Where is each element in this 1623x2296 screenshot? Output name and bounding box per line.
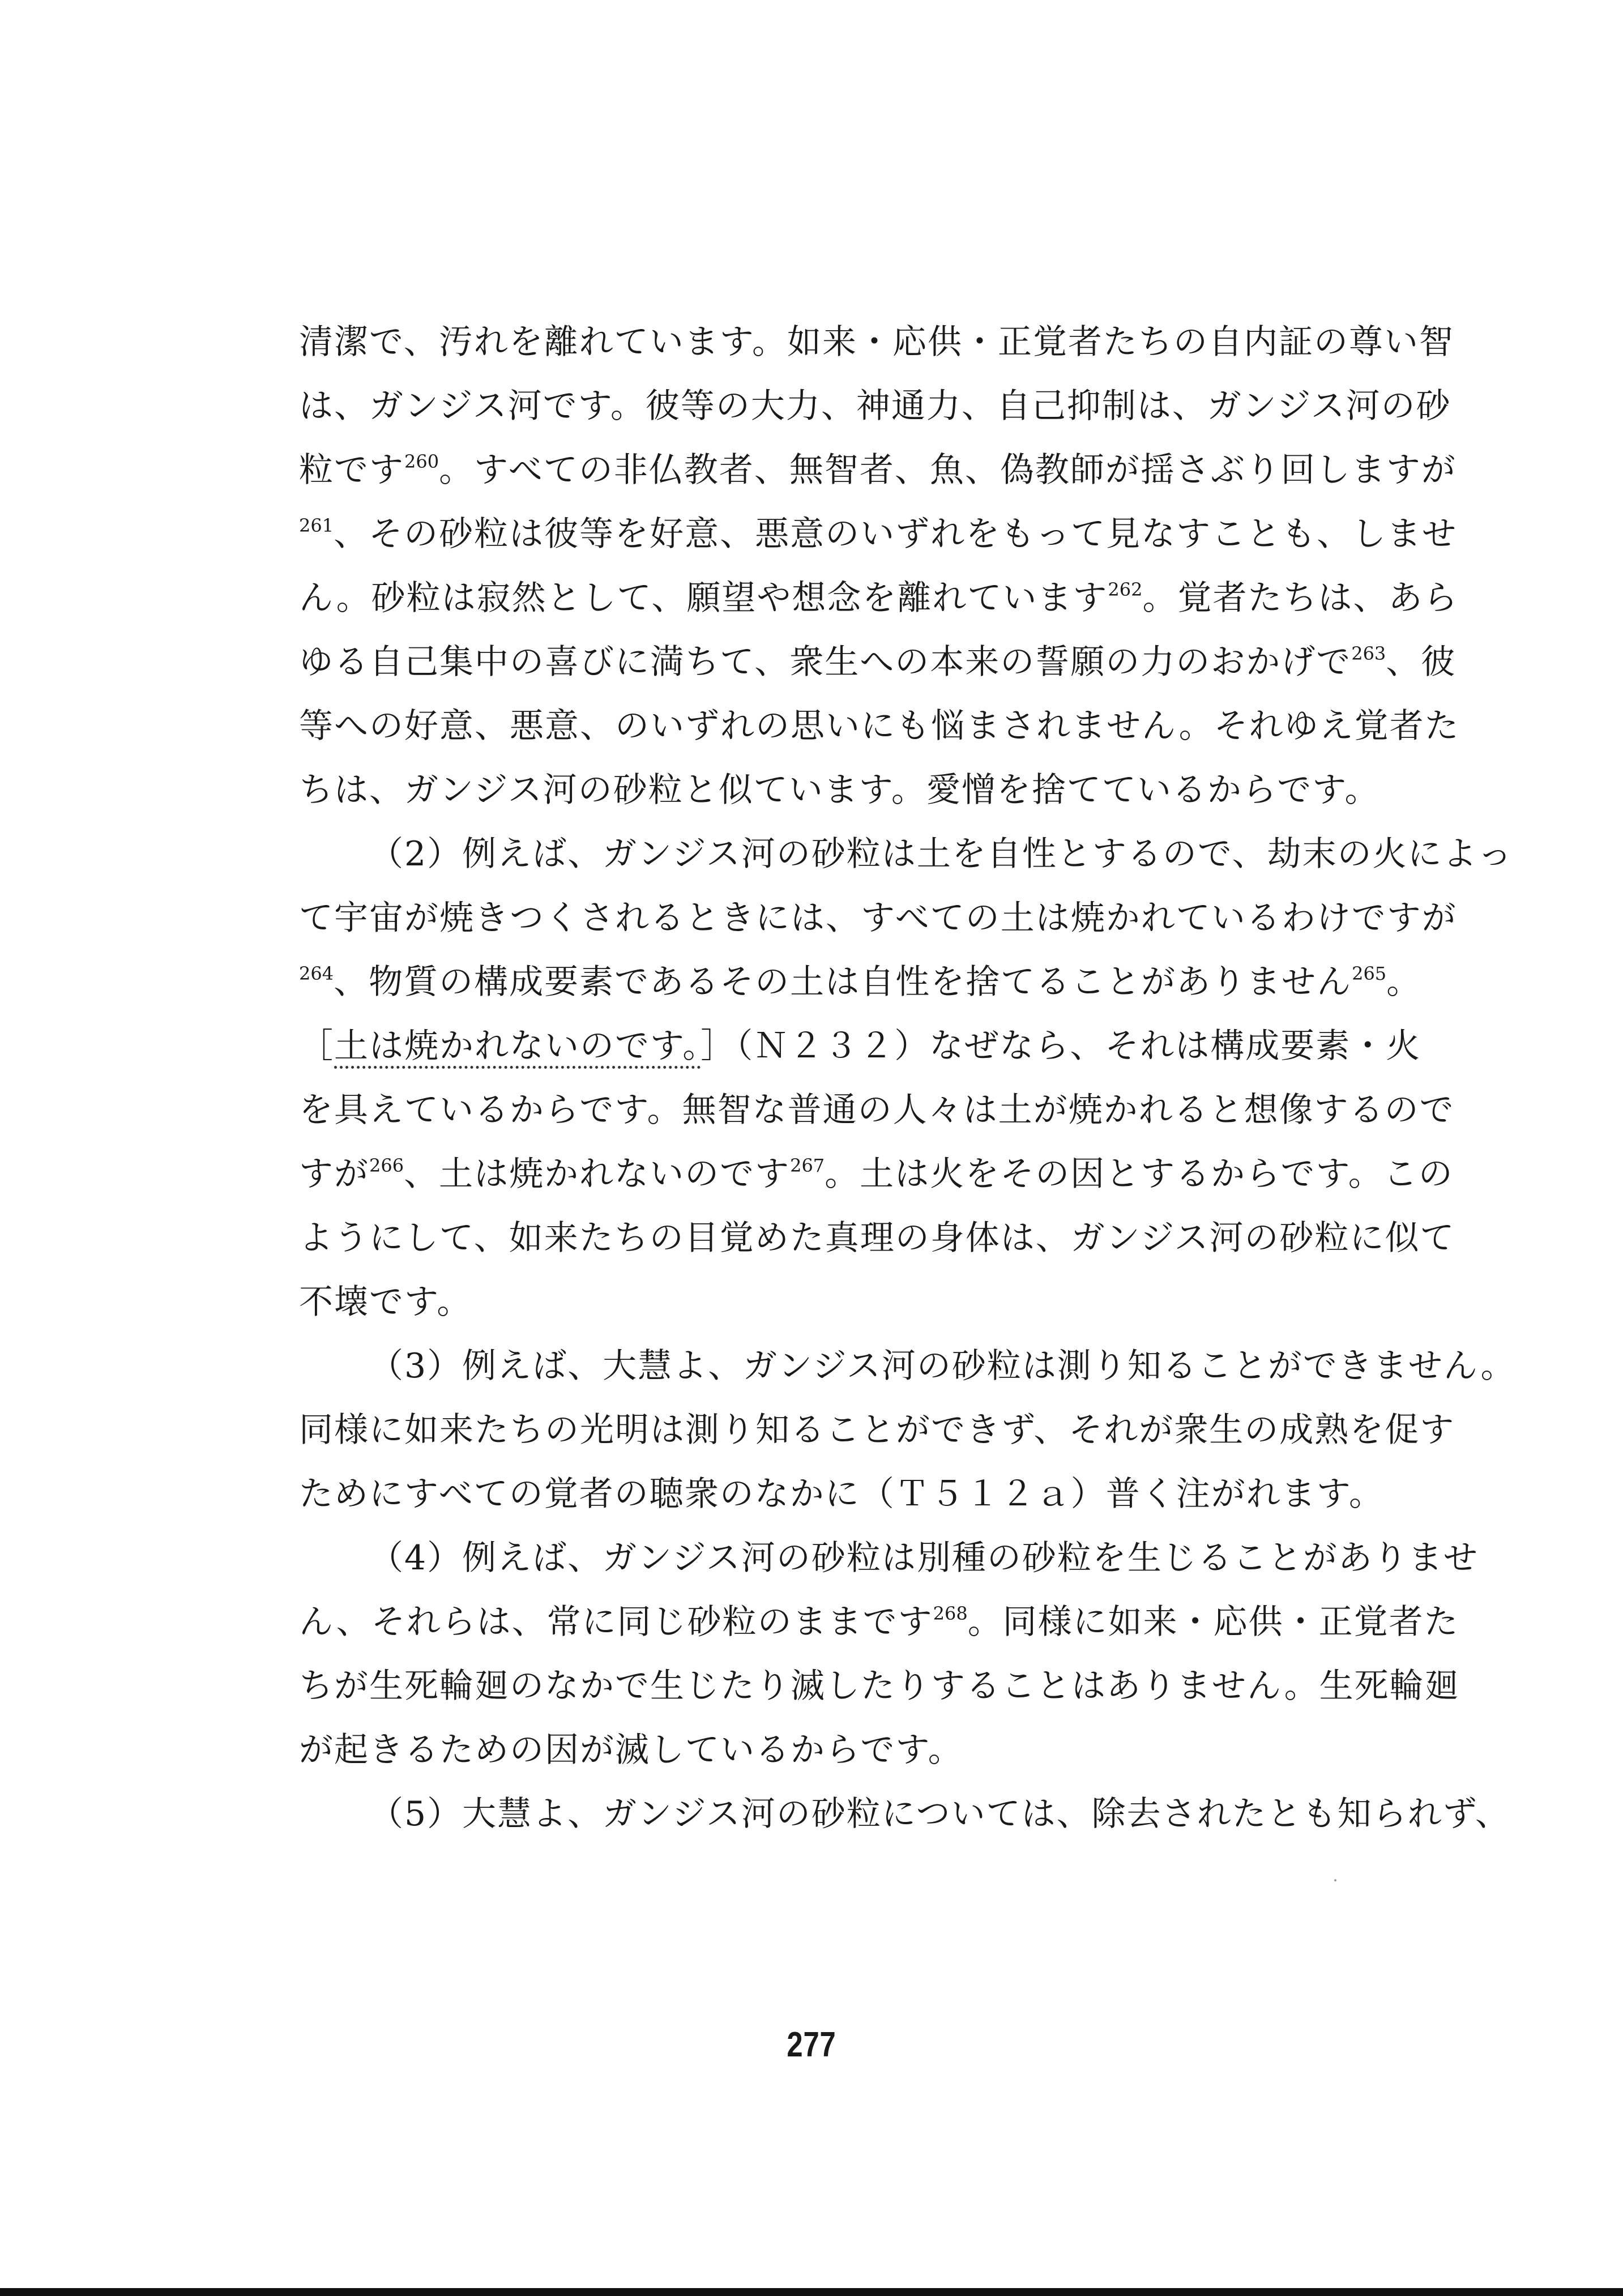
- text-run: 、その砂粒は彼等を好意、悪意のいずれをもって見なすことも、しませ: [334, 514, 1458, 554]
- text-run: 。土は火をその因とするからです。この: [825, 1154, 1454, 1194]
- text-run: 等への好意、悪意、のいずれの思いにも悩まされません。それゆえ覚者た: [299, 706, 1460, 746]
- text-run: （5）大慧よ、ガンジス河の砂粒については、除去されたとも知られず、: [369, 1794, 1510, 1834]
- scan-edge-border: [0, 2288, 1623, 2296]
- text-line: [299, 502, 1458, 566]
- text-line: [299, 1270, 1364, 1334]
- footnote-ref: 265: [1352, 963, 1387, 984]
- footnote-ref: 267: [790, 1155, 825, 1176]
- text-line: [299, 950, 1422, 1014]
- text-run: て宇宙が焼きつくされるときには、すべての土は焼かれているわけですが: [299, 898, 1457, 938]
- text-line: [299, 758, 1380, 822]
- text-run: ん、それらは、常に同じ砂粒のままです: [299, 1602, 933, 1642]
- text-line: [299, 310, 1454, 374]
- text-run: ん。砂粒は寂然として、願望や想念を離れています: [299, 578, 1108, 618]
- paragraph-start-line: [299, 1526, 1479, 1590]
- text-line: [299, 1654, 1460, 1718]
- text-line: [299, 1398, 1455, 1462]
- text-line: [299, 1590, 1459, 1654]
- dotted-underline-text: 土は焼かれないのです。: [334, 1026, 701, 1069]
- text-line: [299, 1014, 1421, 1078]
- text-run: 同様に如来たちの光明は測り知ることができず、それが衆生の成熟を促す: [299, 1410, 1455, 1450]
- text-run: 、彼: [1386, 642, 1457, 682]
- text-run: 、土は焼かれないのです: [404, 1154, 791, 1194]
- text-run: ちが生死輪廻のなかで生じたり滅したりすることはありません。生死輪廻: [299, 1666, 1460, 1706]
- text-line: [299, 1462, 1384, 1526]
- text-run: ためにすべての覚者の聴衆のなかに（Ｔ５１２ａ）普く注がれます。: [299, 1474, 1384, 1514]
- scan-speck: [1334, 1879, 1336, 1881]
- text-run: 。同様に如来・応供・正覚者た: [967, 1602, 1459, 1642]
- text-run: が起きるための因が滅しているからです。: [299, 1730, 963, 1770]
- footnote-ref: 261: [299, 515, 334, 536]
- paragraph-start-line: [299, 1782, 1510, 1846]
- footnote-ref: 263: [1351, 643, 1386, 664]
- page-number: 277: [787, 2025, 836, 2064]
- text-run: （4）例えば、ガンジス河の砂粒は別種の砂粒を生じることがありませ: [369, 1538, 1479, 1578]
- text-run: は、ガンジス河です。彼等の大力、神通力、自己抑制は、ガンジス河の砂: [299, 386, 1451, 426]
- text-line: [299, 566, 1459, 630]
- text-run: 。: [1386, 962, 1422, 1002]
- text-line: [299, 694, 1460, 758]
- footnote-ref: 260: [404, 451, 439, 472]
- text-run: ］（Ｎ２３２）なぜなら、それは構成要素・火: [701, 1026, 1421, 1066]
- text-line: [299, 886, 1457, 950]
- text-run: 粒です: [299, 450, 404, 490]
- text-run: ようにして、如来たちの目覚めた真理の身体は、ガンジス河の砂粒に似て: [299, 1218, 1455, 1258]
- text-run: 不壊です。: [299, 1282, 472, 1322]
- text-line: [299, 1718, 1364, 1782]
- text-line: [299, 374, 1451, 438]
- footnote-ref: 264: [299, 963, 334, 984]
- text-line: [299, 1078, 1455, 1142]
- text-run: ちは、ガンジス河の砂粒と似ています。愛憎を捨てているからです。: [299, 770, 1380, 810]
- text-run: ゆる自己集中の喜びに満ちて、衆生への本来の誓願の力のおかげで: [299, 642, 1352, 682]
- body-text: [299, 310, 1516, 1846]
- text-run: （3）例えば、大慧よ、ガンジス河の砂粒は測り知ることができません。: [369, 1346, 1516, 1386]
- paragraph-start-line: [299, 822, 1513, 886]
- text-run: 。覚者たちは、あら: [1142, 578, 1459, 618]
- footnote-ref: 268: [933, 1603, 968, 1624]
- text-run: ［: [299, 1026, 334, 1066]
- paragraph-start-line: [299, 1334, 1516, 1398]
- text-run: 清潔で、汚れを離れています。如来・応供・正覚者たちの自内証の尊い智: [299, 322, 1454, 362]
- text-line: [299, 1206, 1455, 1270]
- text-line: [299, 438, 1457, 502]
- text-run: （2）例えば、ガンジス河の砂粒は土を自性とするので、劫末の火によっ: [369, 834, 1513, 874]
- text-run: 。すべての非仏教者、無智者、魚、偽教師が揺さぶり回しますが: [439, 450, 1457, 490]
- text-line: [299, 630, 1457, 694]
- footnote-ref: 262: [1108, 579, 1143, 600]
- text-run: を具えているからです。無智な普通の人々は土が焼かれると想像するので: [299, 1090, 1455, 1130]
- text-run: すが: [299, 1154, 369, 1194]
- footnote-ref: 266: [369, 1155, 404, 1176]
- text-line: [299, 1142, 1454, 1206]
- text-run: 、物質の構成要素であるその土は自性を捨てることがありません: [334, 962, 1352, 1002]
